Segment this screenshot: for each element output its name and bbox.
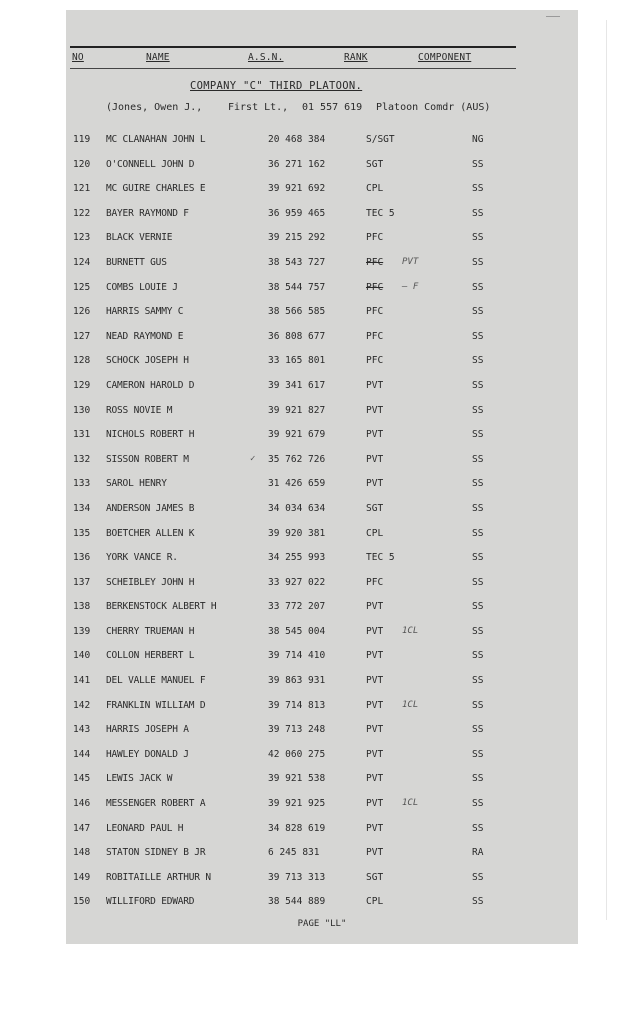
soldier-name: HARRIS SAMMY C [106,306,184,318]
soldier-name: FRANKLIN WILLIAM D [106,699,206,711]
component: NG [472,134,484,145]
row-number: 135 [73,527,91,539]
component: SS [472,404,484,416]
component: SS [472,355,484,367]
rank: PVT [366,404,384,416]
component: SS [472,552,484,564]
rank: SGT [366,871,384,883]
table-row [66,744,578,769]
soldier-name: NICHOLS ROBERT H [106,429,195,441]
table-row [66,645,578,670]
table-row [66,424,578,449]
table-row [66,473,578,498]
component: SS [472,183,484,195]
rank: PVT [366,379,384,391]
soldier-name: SCHEIBLEY JOHN H [106,576,195,588]
component: SS [472,601,484,613]
table-row [66,891,578,916]
rank: PVT [366,429,384,441]
soldier-name: SAROL HENRY [106,478,167,490]
soldier-name: NEAD RAYMOND E [106,330,184,342]
table-row [66,695,578,720]
component: SS [472,379,484,391]
rank: PFC [366,306,384,318]
soldier-name: BURNETT GUS [106,256,167,268]
row-number: 133 [73,478,91,490]
component: SS [472,699,484,711]
serial-number: 39 341 617 [268,379,326,391]
soldier-name: CAMERON HAROLD D [106,379,195,391]
table-row [66,252,578,277]
component: SS [472,502,484,514]
table-row [66,227,578,252]
serial-number: 35 762 726 [268,453,326,465]
component: SS [472,527,484,539]
serial-number: 6 245 831 [268,847,320,859]
soldier-name: CHERRY TRUEMAN H [106,625,195,637]
soldier-name: MC CLANAHAN JOHN L [106,134,206,145]
row-number: 140 [73,650,91,662]
serial-number: 39 713 313 [268,871,326,883]
serial-number: 34 034 634 [268,502,326,514]
table-row [66,350,578,375]
row-number: 126 [73,306,91,318]
soldier-name: COLLON HERBERT L [106,650,195,662]
table-row [66,596,578,621]
serial-number: 38 543 727 [268,256,326,268]
row-number: 132 [73,453,91,465]
component: SS [472,429,484,441]
soldier-name: MESSENGER ROBERT A [106,798,206,810]
component: SS [472,158,484,170]
officer-role: Platoon Comdr (AUS) [376,102,491,113]
component: SS [472,256,484,268]
serial-number: 33 165 801 [268,355,326,367]
component: SS [472,675,484,687]
rank: PFC [366,281,384,293]
header-asn: A.S.N. [248,52,284,63]
row-number: 138 [73,601,91,613]
soldier-name: DEL VALLE MANUEL F [106,675,206,687]
component: SS [472,576,484,588]
handwritten-rank-note: PVT [402,256,419,267]
row-number: 131 [73,429,91,441]
soldier-name: LEWIS JACK W [106,773,173,785]
row-number: 143 [73,724,91,736]
serial-number: 38 544 757 [268,281,326,293]
table-row [66,449,578,474]
serial-number: 39 921 827 [268,404,326,416]
component: SS [472,478,484,490]
soldier-name: HARRIS JOSEPH A [106,724,189,736]
row-number: 148 [73,847,91,859]
component: SS [472,453,484,465]
soldier-name: COMBS LOUIE J [106,281,178,293]
table-row [66,719,578,744]
company-title: COMPANY "C" THIRD PLATOON. [190,80,363,92]
handwritten-rank-note: 1CL [402,625,419,636]
rank: PFC [366,330,384,342]
serial-number: 39 921 925 [268,798,326,810]
soldier-name: ROBITAILLE ARTHUR N [106,871,211,883]
table-row [66,301,578,326]
scan-edge-line [606,20,607,920]
row-number: 128 [73,355,91,367]
table-row [66,793,578,818]
header-no: NO [72,52,84,63]
serial-number: 34 255 993 [268,552,326,564]
handwritten-rank-note: 1CL [402,798,419,809]
row-number: 147 [73,822,91,834]
row-number: 150 [73,896,91,908]
row-number: 119 [73,134,91,145]
component: SS [472,281,484,293]
serial-number: 31 426 659 [268,478,326,490]
table-row [66,154,578,179]
component: SS [472,773,484,785]
rank: S/SGT [366,134,395,145]
component: SS [472,748,484,760]
soldier-name: BAYER RAYMOND F [106,207,189,219]
soldier-name: WILLIFORD EDWARD [106,896,195,908]
component: SS [472,207,484,219]
officer-rank: First Lt., [228,102,289,113]
rank: PVT [366,724,384,736]
serial-number: 42 060 275 [268,748,326,760]
rank: PVT [366,822,384,834]
row-number: 127 [73,330,91,342]
serial-number: 39 713 248 [268,724,326,736]
soldier-name: STATON SIDNEY B JR [106,847,206,859]
row-number: 124 [73,256,91,268]
rank: CPL [366,896,384,908]
soldier-name: HAWLEY DONALD J [106,748,189,760]
rank: PVT [366,748,384,760]
soldier-name: MC GUIRE CHARLES E [106,183,206,195]
rank: PVT [366,699,384,711]
component: SS [472,306,484,318]
soldier-name: BERKENSTOCK ALBERT H [106,601,217,613]
serial-number: 39 920 381 [268,527,326,539]
officer-name: (Jones, Owen J., [106,102,203,113]
rank: PVT [366,478,384,490]
rank: PVT [366,625,384,637]
component: RA [472,847,484,859]
rank: SGT [366,158,384,170]
row-number: 149 [73,871,91,883]
component: SS [472,798,484,810]
table-row [66,129,578,154]
row-number: 121 [73,183,91,195]
rank: PVT [366,675,384,687]
row-number: 146 [73,798,91,810]
rank: PFC [366,355,384,367]
row-number: 144 [73,748,91,760]
serial-number: 39 863 931 [268,675,326,687]
table-row [66,277,578,302]
row-number: 134 [73,502,91,514]
check-mark: ✓ [250,453,256,464]
rank: PVT [366,847,384,859]
roster-table [66,129,578,916]
row-number: 142 [73,699,91,711]
component: SS [472,232,484,244]
component: SS [472,822,484,834]
table-row [66,498,578,523]
row-number: 125 [73,281,91,293]
serial-number: 39 714 813 [268,699,326,711]
soldier-name: ANDERSON JAMES B [106,502,195,514]
header-name: NAME [146,52,170,63]
rank: PFC [366,576,384,588]
row-number: 123 [73,232,91,244]
rank: PFC [366,232,384,244]
serial-number: 39 921 679 [268,429,326,441]
rank: PVT [366,773,384,785]
serial-number: 36 271 162 [268,158,326,170]
handwritten-rank-note: 1CL [402,699,419,710]
serial-number: 36 808 677 [268,330,326,342]
table-row [66,621,578,646]
rank: TEC 5 [366,207,395,219]
table-row [66,203,578,228]
page-number: PAGE "LL" [297,919,347,929]
row-number: 139 [73,625,91,637]
table-row [66,375,578,400]
table-row [66,400,578,425]
component: SS [472,625,484,637]
soldier-name: BLACK VERNIE [106,232,173,244]
rank: PVT [366,453,384,465]
rank: PFC [366,256,384,268]
rank: PVT [366,601,384,613]
component: SS [472,871,484,883]
handwritten-rank-note: — F [402,281,419,292]
row-number: 129 [73,379,91,391]
serial-number: 34 828 619 [268,822,326,834]
soldier-name: SISSON ROBERT M [106,453,189,465]
table-row [66,842,578,867]
serial-number: 39 714 410 [268,650,326,662]
table-row [66,867,578,892]
soldier-name: LEONARD PAUL H [106,822,184,834]
row-number: 120 [73,158,91,170]
component: SS [472,896,484,908]
table-row [66,178,578,203]
serial-number: 39 215 292 [268,232,326,244]
header-component: COMPONENT [418,52,472,63]
serial-number: 38 544 889 [268,896,326,908]
rank: SGT [366,502,384,514]
table-row [66,523,578,548]
soldier-name: O'CONNELL JOHN D [106,158,195,170]
table-row [66,670,578,695]
serial-number: 38 566 585 [268,306,326,318]
table-row [66,547,578,572]
table-row [66,818,578,843]
table-row [66,572,578,597]
row-number: 136 [73,552,91,564]
row-number: 141 [73,675,91,687]
scan-mark [546,16,560,17]
rank: PVT [366,650,384,662]
row-number: 145 [73,773,91,785]
column-header-row [70,46,516,69]
row-number: 130 [73,404,91,416]
rank: TEC 5 [366,552,395,564]
soldier-name: YORK VANCE R. [106,552,178,564]
table-row [66,326,578,351]
soldier-name: BOETCHER ALLEN K [106,527,195,539]
serial-number: 38 545 004 [268,625,326,637]
roster-page [66,10,578,944]
serial-number: 36 959 465 [268,207,326,219]
serial-number: 33 927 022 [268,576,326,588]
serial-number: 39 921 692 [268,183,326,195]
soldier-name: SCHOCK JOSEPH H [106,355,189,367]
component: SS [472,650,484,662]
component: SS [472,330,484,342]
rank: CPL [366,183,384,195]
serial-number: 20 468 384 [268,134,326,145]
header-rank: RANK [344,52,368,63]
rank: CPL [366,527,384,539]
component: SS [472,724,484,736]
soldier-name: ROSS NOVIE M [106,404,173,416]
row-number: 122 [73,207,91,219]
officer-asn: 01 557 619 [302,102,363,113]
rank: PVT [366,798,384,810]
serial-number: 39 921 538 [268,773,326,785]
table-row [66,768,578,793]
serial-number: 33 772 207 [268,601,326,613]
row-number: 137 [73,576,91,588]
